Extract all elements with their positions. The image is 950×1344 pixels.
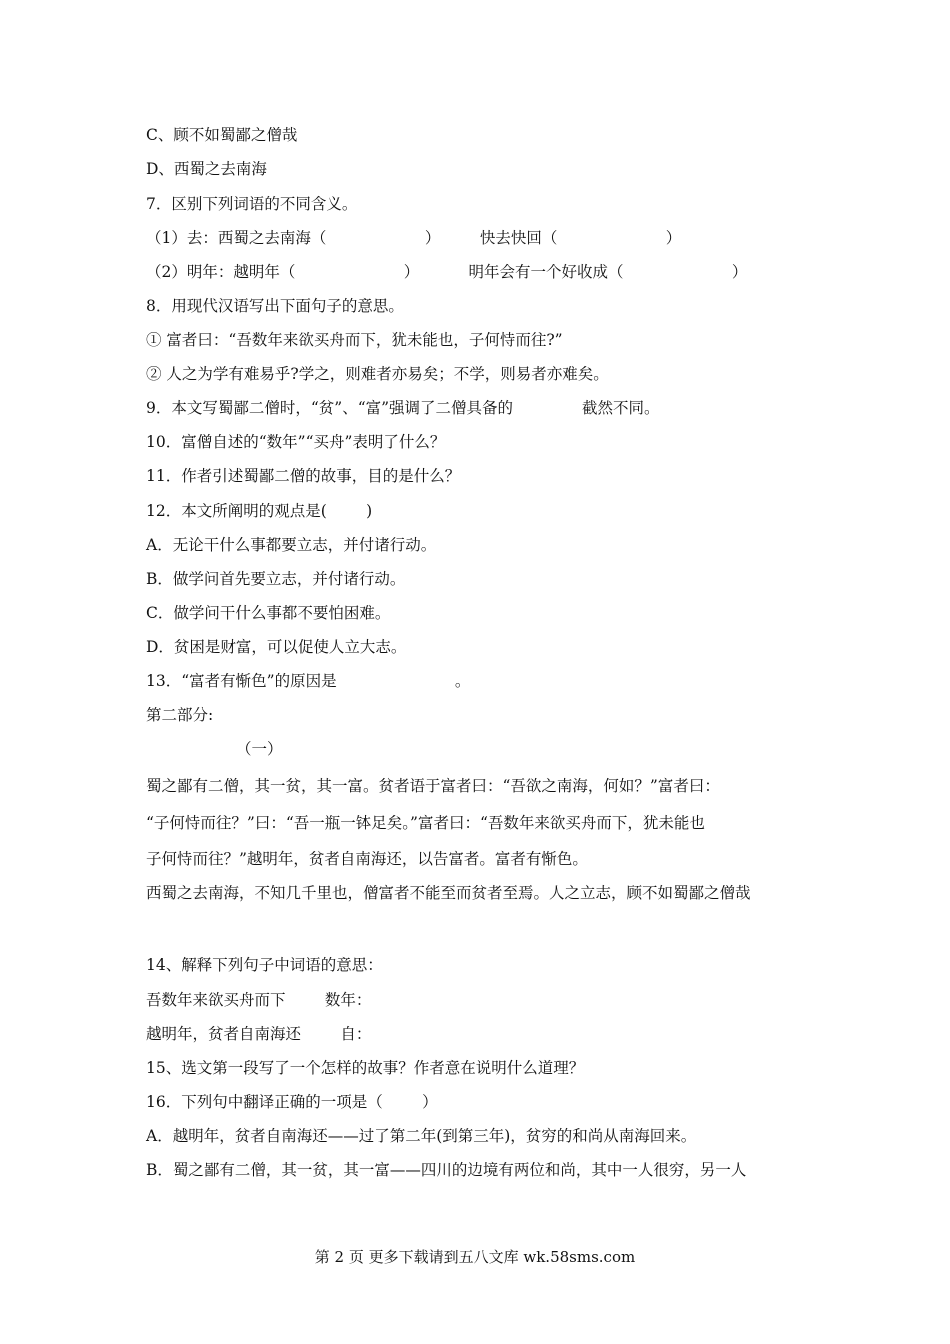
question-7-item-1: （1）去：西蜀之去南海（ ） 快去快回（ ）: [146, 229, 682, 247]
section-heading: 第二部分:: [146, 706, 214, 724]
question-16-option-b: B．蜀之鄙有二僧，其一贫，其一富——四川的边境有两位和尚，其中一人很穷，另一人: [146, 1161, 747, 1179]
question-12-option-d: D．贫困是财富，可以促使人立大志。: [146, 638, 407, 656]
question-16-option-a: A．越明年，贫者自南海还——过了第二年(到第三年)，贫穷的和尚从南海回来。: [146, 1127, 697, 1145]
question-12-option-b: B．做学问首先要立志，并付诸行动。: [146, 570, 406, 588]
question-12: 12．本文所阐明的观点是( ): [146, 502, 373, 520]
question-14-item-1: 吾数年来欲买舟而下 数年：: [146, 991, 372, 1009]
question-11: 11．作者引述蜀鄙二僧的故事，目的是什么？: [146, 467, 461, 485]
question-13: 13．“富者有惭色”的原因是 。: [146, 672, 471, 690]
option-c: C、顾不如蜀鄙之僧哉: [146, 126, 298, 144]
passage-line-2: “子何恃而往？”曰：“吾一瓶一钵足矣。”富者曰：“吾数年来欲买舟而下，犹未能也: [146, 814, 705, 832]
question-8: 8．用现代汉语写出下面句子的意思。: [146, 297, 404, 315]
question-7-item-2: （2）明年：越明年（ ） 明年会有一个好收成（ ）: [146, 263, 748, 281]
question-9: 9．本文写蜀鄙二僧时，“贫”、“富”强调了二僧具备的 截然不同。: [146, 399, 660, 417]
passage-line-3: 子何恃而往？”越明年，贫者自南海还，以告富者。富者有惭色。: [146, 850, 588, 868]
question-14-item-2: 越明年，贫者自南海还 自：: [146, 1025, 372, 1043]
question-8-sentence-1: ① 富者曰：“吾数年来欲买舟而下，犹未能也，子何恃而往?”: [146, 331, 563, 349]
question-12-option-c: C．做学问干什么事都不要怕困难。: [146, 604, 391, 622]
question-8-sentence-2: ② 人之为学有难易乎?学之，则难者亦易矣；不学，则易者亦难矣。: [146, 365, 609, 383]
option-d: D、西蜀之去南海: [146, 160, 267, 178]
question-15: 15、选文第一段写了一个怎样的故事？作者意在说明什么道理？: [146, 1059, 585, 1077]
passage-line-1: 蜀之鄙有二僧，其一贫，其一富。贫者语于富者曰：“吾欲之南海，何如？”富者曰：: [146, 777, 720, 795]
page-footer: 第 2 页 更多下载请到五八文库 wk.58sms.com: [314, 1248, 636, 1266]
passage-line-4: 西蜀之去南海，不知几千里也，僧富者不能至而贫者至焉。人之立志，顾不如蜀鄙之僧哉: [146, 884, 751, 902]
question-12-option-a: A．无论干什么事都要立志，并付诸行动。: [146, 536, 437, 554]
passage-number: （一）: [236, 740, 283, 758]
question-7: 7．区别下列词语的不同含义。: [146, 195, 358, 213]
question-10: 10．富僧自述的“数年”“买舟”表明了什么？: [146, 433, 446, 451]
question-16: 16．下列句中翻译正确的一项是（ ）: [146, 1093, 438, 1111]
question-14: 14、解释下列句子中词语的意思：: [146, 956, 383, 974]
